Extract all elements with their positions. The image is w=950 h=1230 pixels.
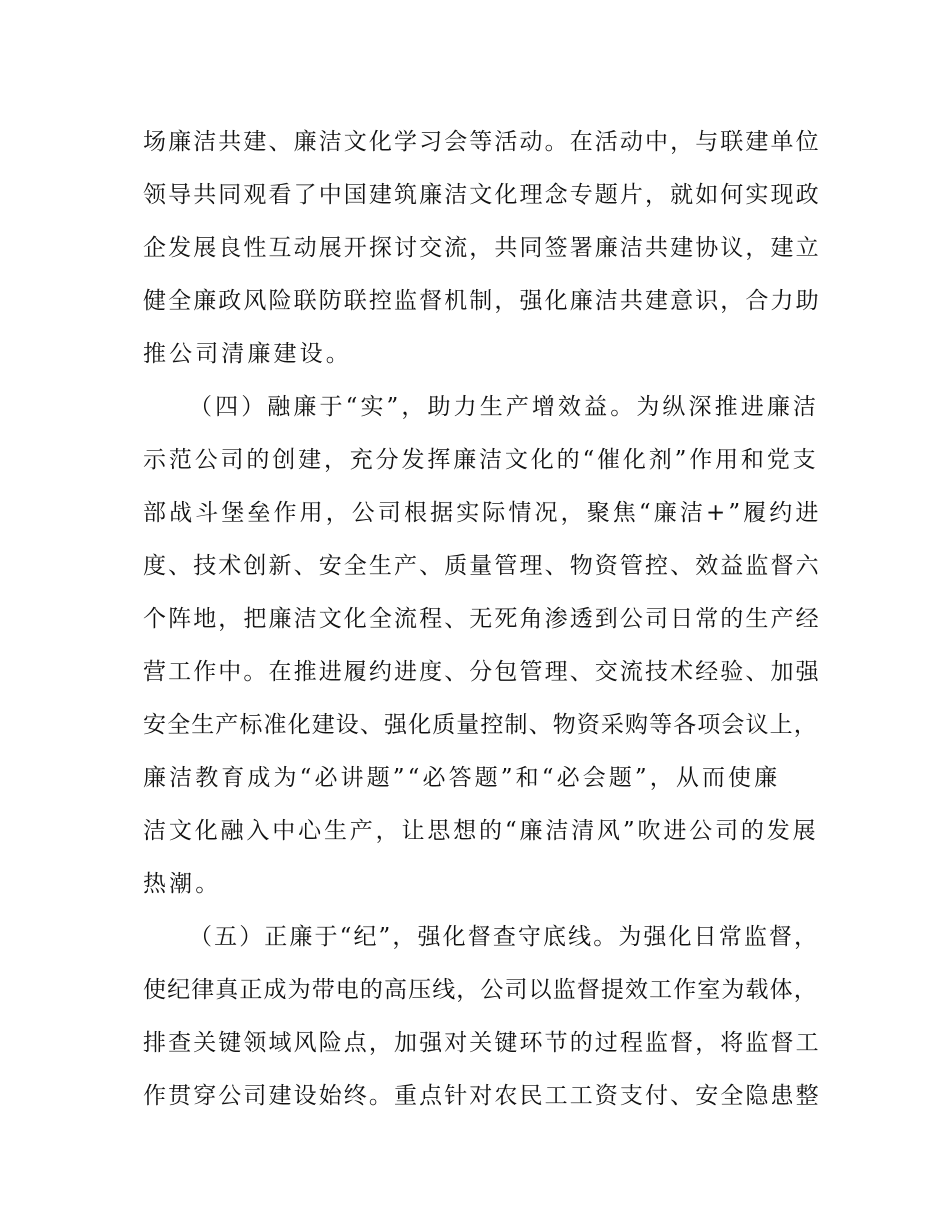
paragraph-4-section	[143, 381, 823, 911]
paragraph-1	[143, 116, 823, 381]
text-line: 企发展良性互动展开探讨交流，共同签署廉洁共建协议，建立	[143, 235, 821, 261]
text-line: 领导共同观看了中国建筑廉洁文化理念专题片，就如何实现政	[143, 182, 821, 208]
section-heading-line: （五）正廉于“纪”，强化督查守底线。为强化日常监督，	[189, 924, 820, 950]
text-line: 度、技术创新、安全生产、质量管理、物资管控、效益监督六	[143, 553, 821, 579]
text-line: 推公司清廉建设。	[143, 341, 352, 367]
text-line: 个阵地，把廉洁文化全流程、无死角渗透到公司日常的生产经	[143, 606, 821, 632]
section-heading-line: （四）融廉于“实”，助力生产增效益。为纵深推进廉洁	[189, 394, 820, 420]
text-line: 作贯穿公司建设始终。重点针对农民工工资支付、安全隐患整	[143, 1083, 821, 1109]
paragraph-5-section	[143, 911, 823, 1123]
text-line: 场廉洁共建、廉洁文化学习会等活动。在活动中，与联建单位	[143, 129, 821, 155]
text-line: 部战斗堡垒作用，公司根据实际情况，聚焦“廉洁+”履约进	[143, 500, 822, 526]
text-line: 洁文化融入中心生产，让思想的“廉洁清风”吹进公司的发展	[143, 818, 819, 844]
text-line: 示范公司的创建，充分发挥廉洁文化的“催化剂”作用和党支	[143, 447, 819, 473]
text-line: 营工作中。在推进履约进度、分包管理、交流技术经验、加强	[143, 659, 821, 685]
text-line: 廉洁教育成为“必讲题”“必答题”和“必会题”，从而使廉	[143, 765, 781, 791]
text-line: 排查关键领域风险点，加强对关键环节的过程监督，将监督工	[143, 1030, 821, 1056]
text-line: 安全生产标准化建设、强化质量控制、物资采购等各项会议上，	[143, 712, 818, 738]
text-line: 健全廉政风险联防联控监督机制，强化廉洁共建意识，合力助	[143, 288, 821, 314]
text-line: 热潮。	[143, 871, 222, 897]
text-line: 使纪律真正成为带电的高压线，公司以监督提效工作室为载体，	[143, 977, 818, 1003]
